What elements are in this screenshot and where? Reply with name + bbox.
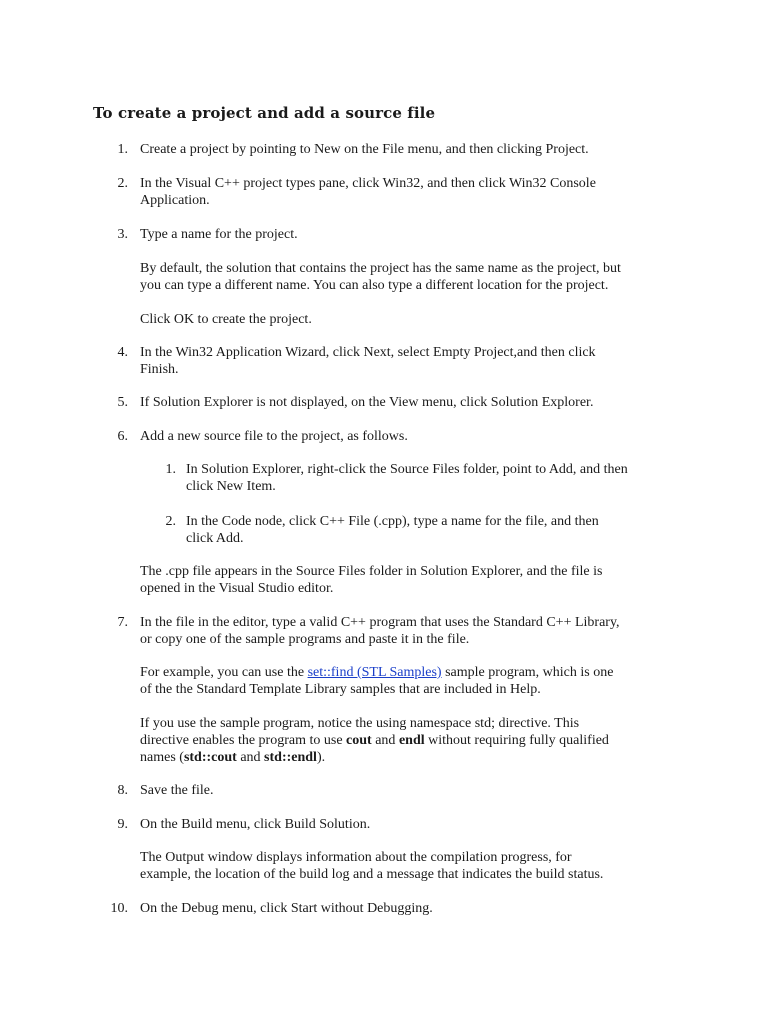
paragraph-line: The Output window displays information about the compilation progress, for [140, 850, 572, 865]
substep-line: click Add. [186, 531, 244, 546]
step-number: 6. [117, 429, 128, 444]
step-line: In the Win32 Application Wizard, click Next, select Empty Project,and then click [140, 345, 596, 360]
step-text [140, 614, 620, 648]
step-number: 9. [117, 817, 128, 832]
step-line: In the file in the editor, type a valid C++ program that uses the Standard C++ Library, [140, 615, 620, 630]
step-paragraph [140, 563, 603, 597]
step-text [140, 226, 298, 243]
code-term: endl [398, 733, 425, 748]
step-line: On the Build menu, click Build Solution. [140, 817, 371, 832]
note-line: If you use the sample program, notice the using namespace std; directive. This [140, 716, 580, 731]
step-text [140, 782, 213, 799]
substep-number: 1. [165, 462, 176, 477]
substep-text [186, 461, 628, 495]
step-number: 10. [110, 901, 128, 916]
step-number: 7. [117, 615, 128, 630]
step-text [140, 394, 593, 411]
step-paragraph [140, 311, 312, 328]
note-text: ). [316, 750, 326, 765]
step-number: 4. [117, 345, 128, 360]
code-term: std::cout [183, 750, 237, 765]
step-number: 5. [117, 395, 128, 410]
step-line: Add a new source file to the project, as follows. [140, 429, 408, 444]
example-text: sample program, which is one [441, 665, 614, 680]
note-text: and [371, 733, 399, 748]
paragraph-line: By default, the solution that contains the project has the same name as the project, but [140, 261, 621, 276]
step-line: Finish. [140, 362, 179, 377]
note-paragraph [140, 715, 609, 766]
note-text: and [236, 750, 265, 765]
step-line: Create a project by pointing to New on the File menu, and then clicking Project. [140, 142, 589, 157]
substep-line: In Solution Explorer, right-click the Source Files folder, point to Add, and then [186, 462, 628, 477]
section-heading: To create a project and add a source file [93, 104, 436, 122]
step-paragraph [140, 849, 603, 883]
step-paragraph [140, 260, 621, 294]
set-find-sample-link[interactable]: set::find (STL Samples) [307, 665, 442, 680]
substep-text [186, 513, 599, 547]
example-line [140, 664, 613, 681]
step-text [140, 175, 596, 209]
paragraph-line: The .cpp file appears in the Source Files folder in Solution Explorer, and the file is [140, 564, 603, 579]
step-number: 1. [117, 142, 128, 157]
step-line: If Solution Explorer is not displayed, on the View menu, click Solution Explorer. [140, 395, 594, 410]
step-number: 3. [117, 227, 128, 242]
step-text [140, 141, 589, 158]
code-term: std::endl [264, 750, 317, 765]
example-paragraph [140, 664, 613, 698]
step-text [140, 816, 370, 833]
step-number: 8. [117, 783, 128, 798]
note-line [140, 749, 609, 766]
code-term: cout [346, 733, 372, 748]
step-line: or copy one of the sample programs and paste it in the file. [140, 632, 470, 647]
note-text: without requiring fully qualified [424, 733, 609, 748]
step-text [140, 428, 408, 445]
step-line: Save the file. [140, 783, 214, 798]
substep-line: click New Item. [186, 479, 276, 494]
note-line [140, 732, 609, 749]
substep-line: In the Code node, click C++ File (.cpp), type a name for the file, and then [186, 514, 599, 529]
example-text: For example, you can use the [140, 665, 308, 680]
note-text: directive enables the program to use [140, 733, 347, 748]
paragraph-line: opened in the Visual Studio editor. [140, 581, 334, 596]
step-text [140, 344, 596, 378]
paragraph-line: example, the location of the build log and a message that indicates the build status. [140, 867, 604, 882]
step-line: Application. [140, 193, 210, 208]
paragraph-line: you can type a different name. You can also type a different location for the project. [140, 278, 609, 293]
step-text [140, 900, 433, 917]
paragraph-line: Click OK to create the project. [140, 312, 312, 327]
example-line: of the the Standard Template Library samples that are included in Help. [140, 682, 541, 697]
step-number: 2. [117, 176, 128, 191]
step-line: On the Debug menu, click Start without Debugging. [140, 901, 433, 916]
step-line: Type a name for the project. [140, 227, 298, 242]
step-line: In the Visual C++ project types pane, click Win32, and then click Win32 Console [140, 176, 596, 191]
substep-number: 2. [165, 514, 176, 529]
note-text: names ( [140, 750, 184, 765]
